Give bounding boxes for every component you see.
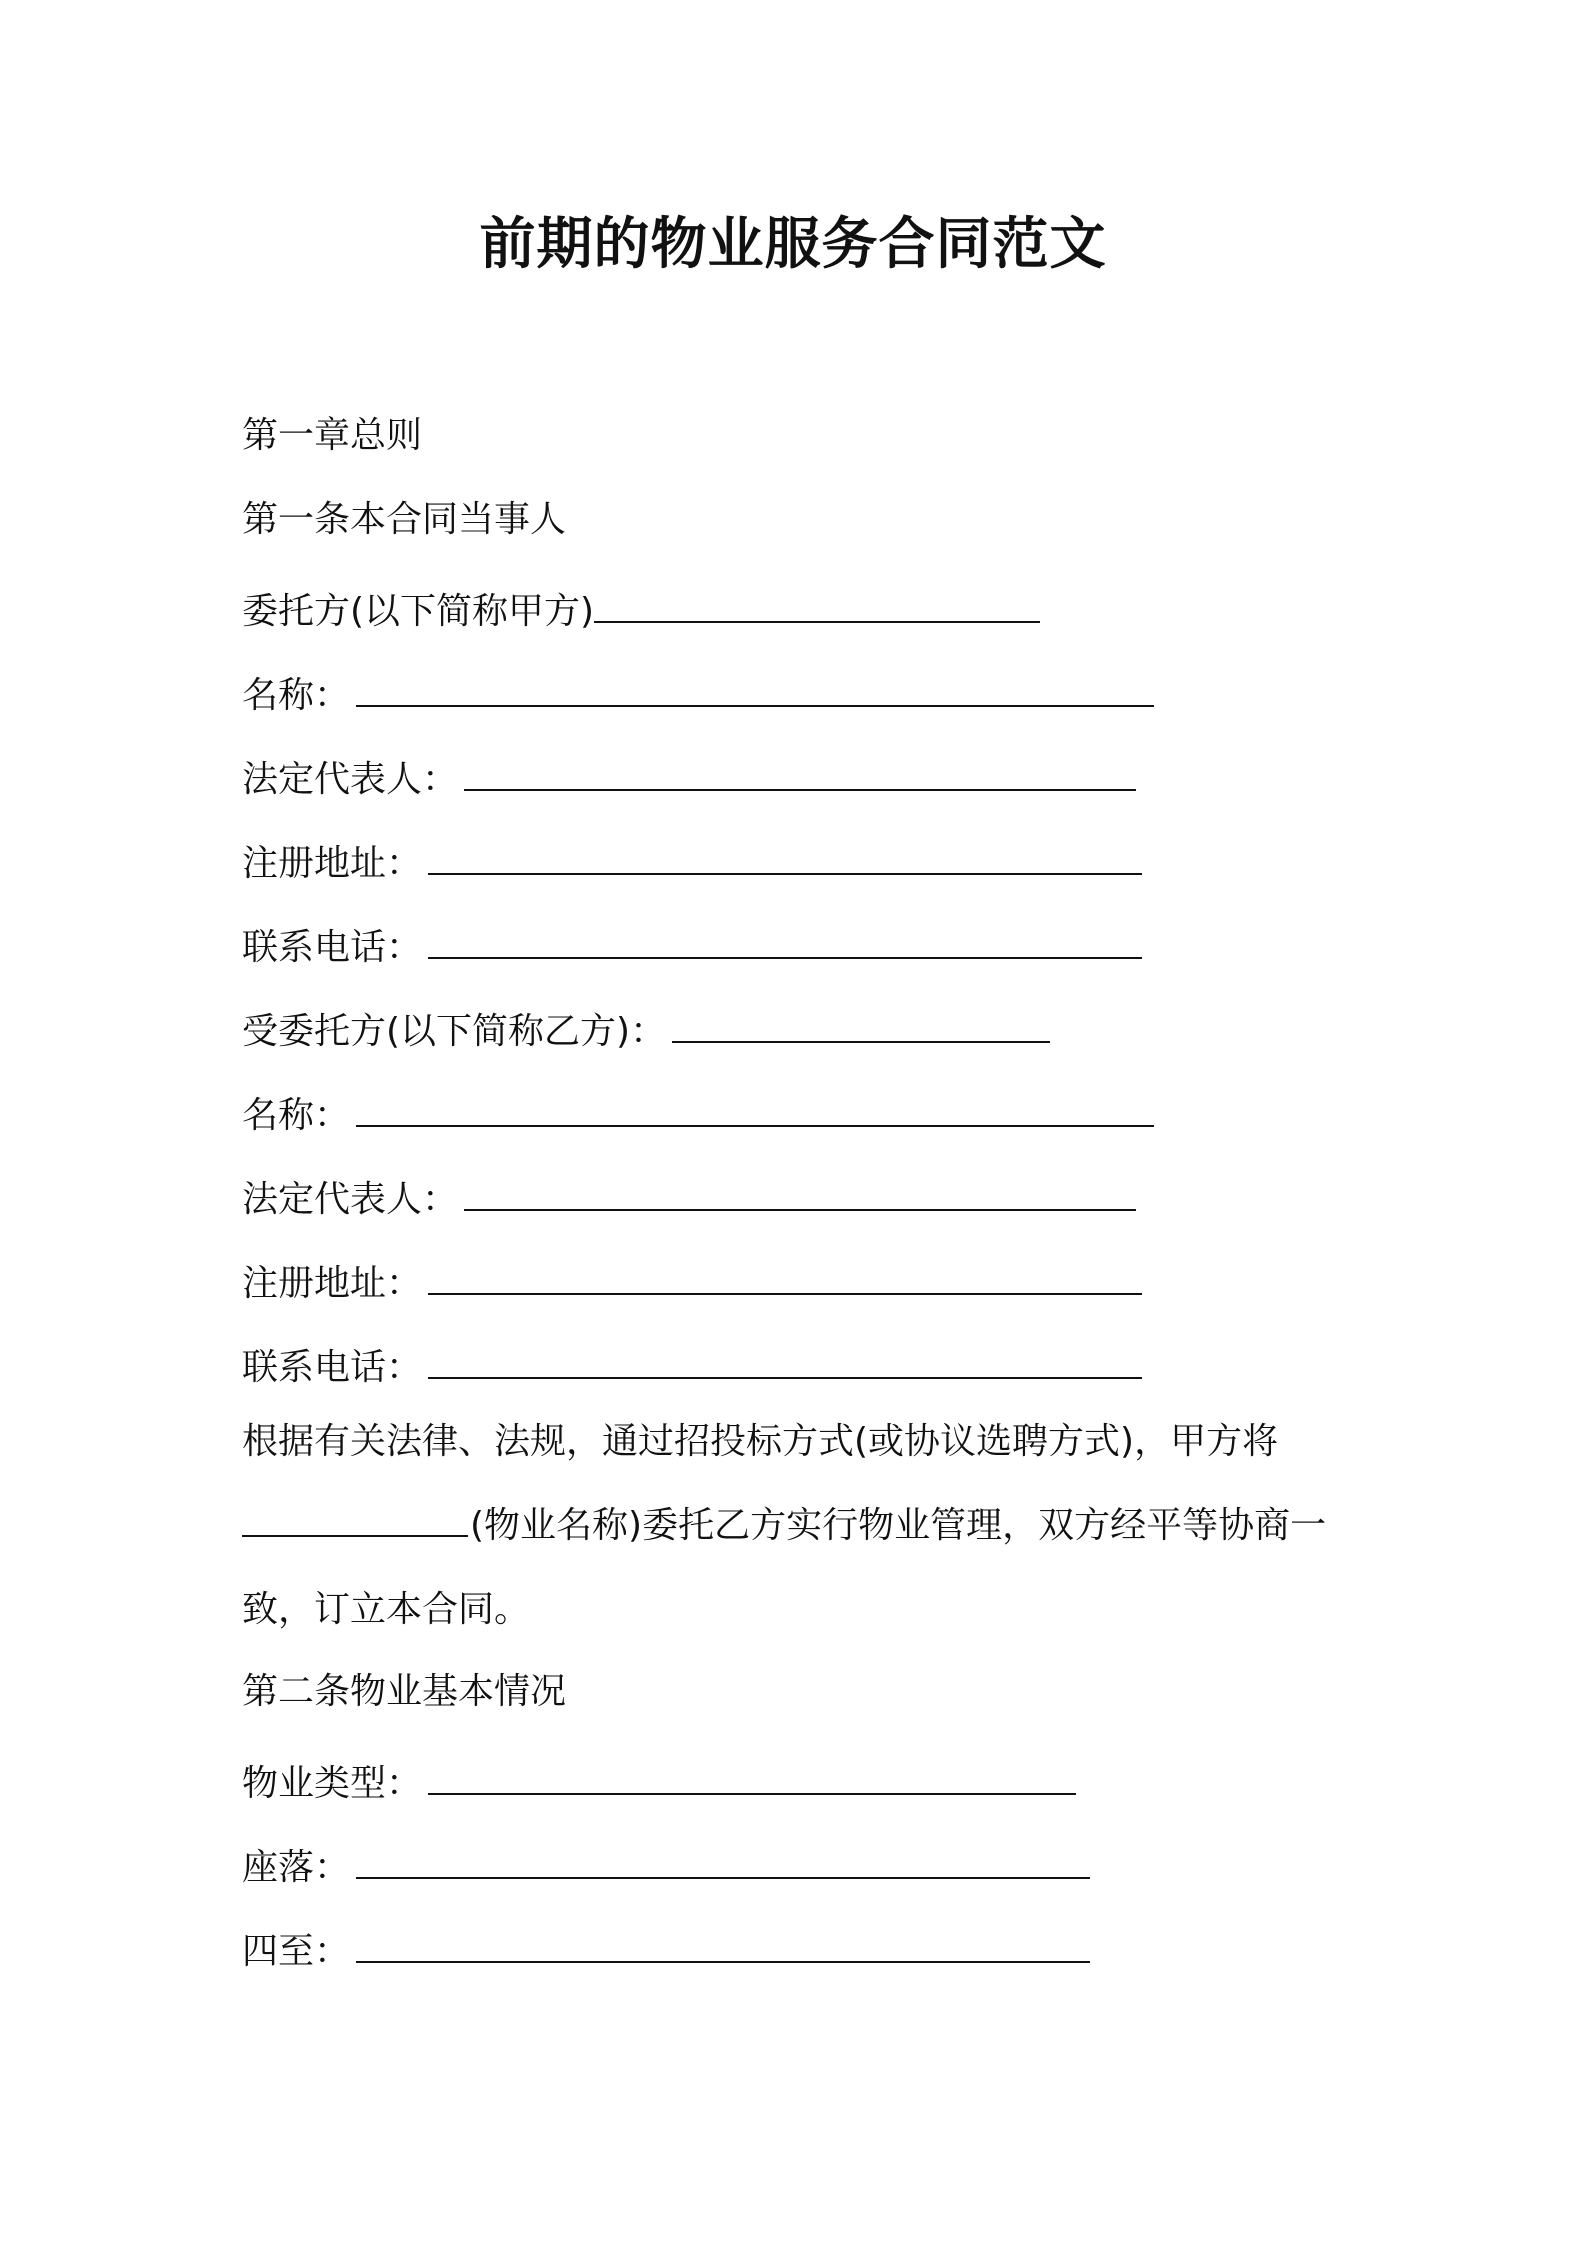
- paragraph-line-3: 致，订立本合同。: [242, 1589, 531, 1630]
- party-b-phone-blank: [428, 1347, 1142, 1379]
- party-b-phone-label: 联系电话：: [242, 1347, 423, 1388]
- party-b-address-label: 注册地址：: [242, 1263, 423, 1304]
- party-b-address-blank: [428, 1263, 1142, 1295]
- article-2-heading: 第二条物业基本情况: [242, 1671, 567, 1712]
- property-name-blank: [242, 1505, 468, 1537]
- party-b-heading-line: [242, 1008, 1050, 1056]
- party-a-name-blank: [356, 675, 1154, 707]
- party-b-heading: 受委托方(以下简称乙方)：: [242, 1011, 667, 1052]
- party-a-rep-blank: [464, 759, 1136, 791]
- property-boundary-label: 四至：: [242, 1931, 351, 1972]
- property-type-blank: [428, 1763, 1076, 1795]
- article-1-heading: 第一条本合同当事人: [242, 499, 567, 540]
- property-boundary-blank: [356, 1931, 1090, 1963]
- property-boundary-line: [242, 1928, 1090, 1976]
- party-a-phone-label: 联系电话：: [242, 927, 423, 968]
- property-type-label: 物业类型：: [242, 1763, 423, 1804]
- party-a-name-line: [242, 672, 1154, 720]
- party-a-rep-line: [242, 756, 1136, 804]
- party-b-phone-line: [242, 1344, 1142, 1392]
- document-title: 前期的物业服务合同范文: [479, 212, 1107, 277]
- property-location-line: [242, 1844, 1090, 1892]
- party-b-rep-line: [242, 1176, 1136, 1224]
- party-b-address-line: [242, 1260, 1142, 1308]
- property-location-label: 座落：: [242, 1847, 351, 1888]
- paragraph-line-2: [242, 1502, 1326, 1550]
- party-a-phone-line: [242, 924, 1142, 972]
- property-location-blank: [356, 1847, 1090, 1879]
- party-b-name-line: [242, 1092, 1154, 1140]
- party-a-blank: [594, 591, 1040, 623]
- paragraph-line-1: 根据有关法律、法规，通过招投标方式(或协议选聘方式)，甲方将: [242, 1421, 1279, 1462]
- party-b-name-blank: [356, 1095, 1154, 1127]
- party-b-blank: [672, 1011, 1050, 1043]
- party-b-rep-label: 法定代表人：: [242, 1179, 459, 1220]
- party-a-address-label: 注册地址：: [242, 843, 423, 884]
- chapter-heading: 第一章总则: [242, 415, 423, 456]
- party-b-rep-blank: [464, 1179, 1136, 1211]
- paragraph-line-2-text: (物业名称)委托乙方实行物业管理，双方经平等协商一: [470, 1505, 1327, 1546]
- property-type-line: [242, 1760, 1076, 1808]
- party-a-heading: 委托方(以下简称甲方): [242, 591, 595, 632]
- party-a-address-blank: [428, 843, 1142, 875]
- party-a-address-line: [242, 840, 1142, 888]
- party-b-name-label: 名称：: [242, 1095, 351, 1136]
- party-a-phone-blank: [428, 927, 1142, 959]
- party-a-name-label: 名称：: [242, 675, 351, 716]
- party-a-heading-line: [242, 588, 1040, 636]
- party-a-rep-label: 法定代表人：: [242, 759, 459, 800]
